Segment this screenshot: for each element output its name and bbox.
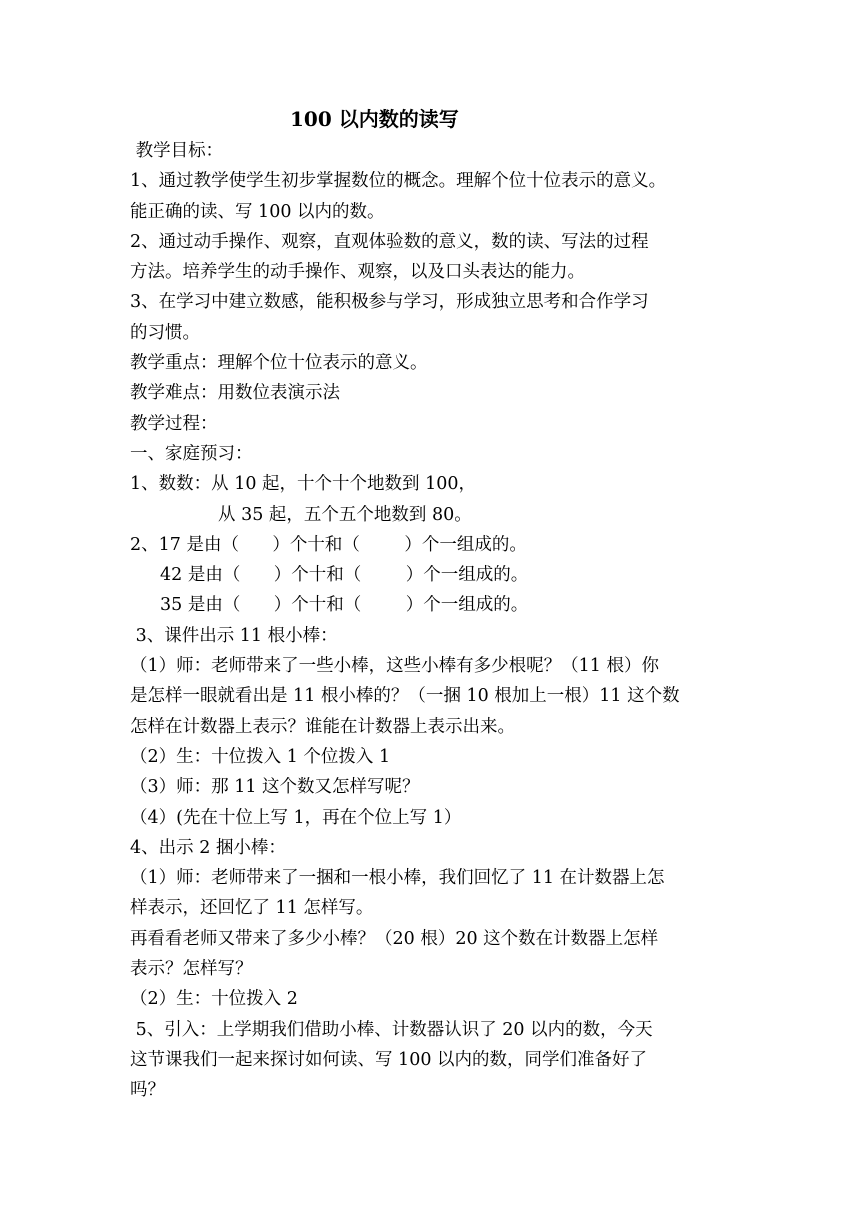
- text-line: 2、通过动手操作、观察，直观体验数的意义，数的读、写法的过程: [130, 231, 649, 252]
- text-line: 4、出示 2 捆小棒：: [130, 837, 286, 858]
- document-title: 100 以内数的读写: [290, 107, 459, 131]
- text-line: （1）师：老师带来了一些小棒，这些小棒有多少根呢？（11 根）你: [130, 656, 659, 677]
- text-line: 是怎样一眼就看出是 11 根小棒的？（一捆 10 根加上一根）11 这个数: [130, 686, 680, 707]
- text-line: 方法。培养学生的动手操作、观察，以及口头表达的能力。: [130, 262, 585, 283]
- text-line: （2）生：十位拨入 2: [130, 989, 298, 1010]
- text-line: 5、引入：上学期我们借助小棒、计数器认识了 20 以内的数，今天: [130, 1019, 653, 1040]
- text-line: 1、数数：从 10 起，十个十个地数到 100，: [130, 474, 476, 495]
- text-line: 2、17 是由（ ）个十和（ ）个一组成的。: [130, 534, 527, 555]
- text-line: 再看看老师又带来了多少小棒？（20 根）20 这个数在计数器上怎样: [130, 928, 659, 949]
- text-line: 教学目标：: [130, 141, 224, 161]
- text-line: 3、课件出示 11 根小棒：: [130, 625, 338, 646]
- text-line: 从 35 起，五个五个地数到 80。: [218, 504, 472, 525]
- text-line: 能正确的读、写 100 以内的数。: [130, 201, 385, 222]
- text-line: 35 是由（ ）个十和（ ）个一组成的。: [160, 595, 529, 616]
- text-line: 教学过程：: [130, 413, 218, 434]
- text-line: 一、家庭预习：: [130, 443, 253, 464]
- text-line: 3、在学习中建立数感，能积极参与学习，形成独立思考和合作学习: [130, 292, 649, 313]
- text-line: 1、通过教学使学生初步掌握数位的概念。理解个位十位表示的意义。: [130, 171, 667, 192]
- text-line: 42 是由（ ）个十和（ ）个一组成的。: [160, 565, 529, 586]
- text-line: 的习惯。: [130, 322, 200, 343]
- text-line: 教学难点：用数位表演示法: [130, 383, 340, 404]
- text-line: 吗？: [130, 1080, 165, 1101]
- text-line: 样表示，还回忆了 11 怎样写。: [130, 898, 374, 919]
- document-page: [130, 104, 740, 1106]
- text-line: 这节课我们一起来探讨如何读、写 100 以内的数，同学们准备好了: [130, 1049, 648, 1070]
- text-line: （2）生：十位拨入 1 个位拨入 1: [130, 746, 391, 767]
- text-line: 怎样在计数器上表示？谁能在计数器上表示出来。: [130, 716, 515, 737]
- text-line: 教学重点：理解个位十位表示的意义。: [130, 353, 428, 374]
- text-line: （4）(先在十位上写 1，再在个位上写 1）: [130, 807, 462, 828]
- text-line: （1）师：老师带来了一捆和一根小棒，我们回忆了 11 在计数器上怎: [130, 868, 665, 889]
- text-line: 表示？怎样写？: [130, 959, 253, 980]
- text-line: （3）师：那 11 这个数又怎样写呢？: [130, 777, 420, 798]
